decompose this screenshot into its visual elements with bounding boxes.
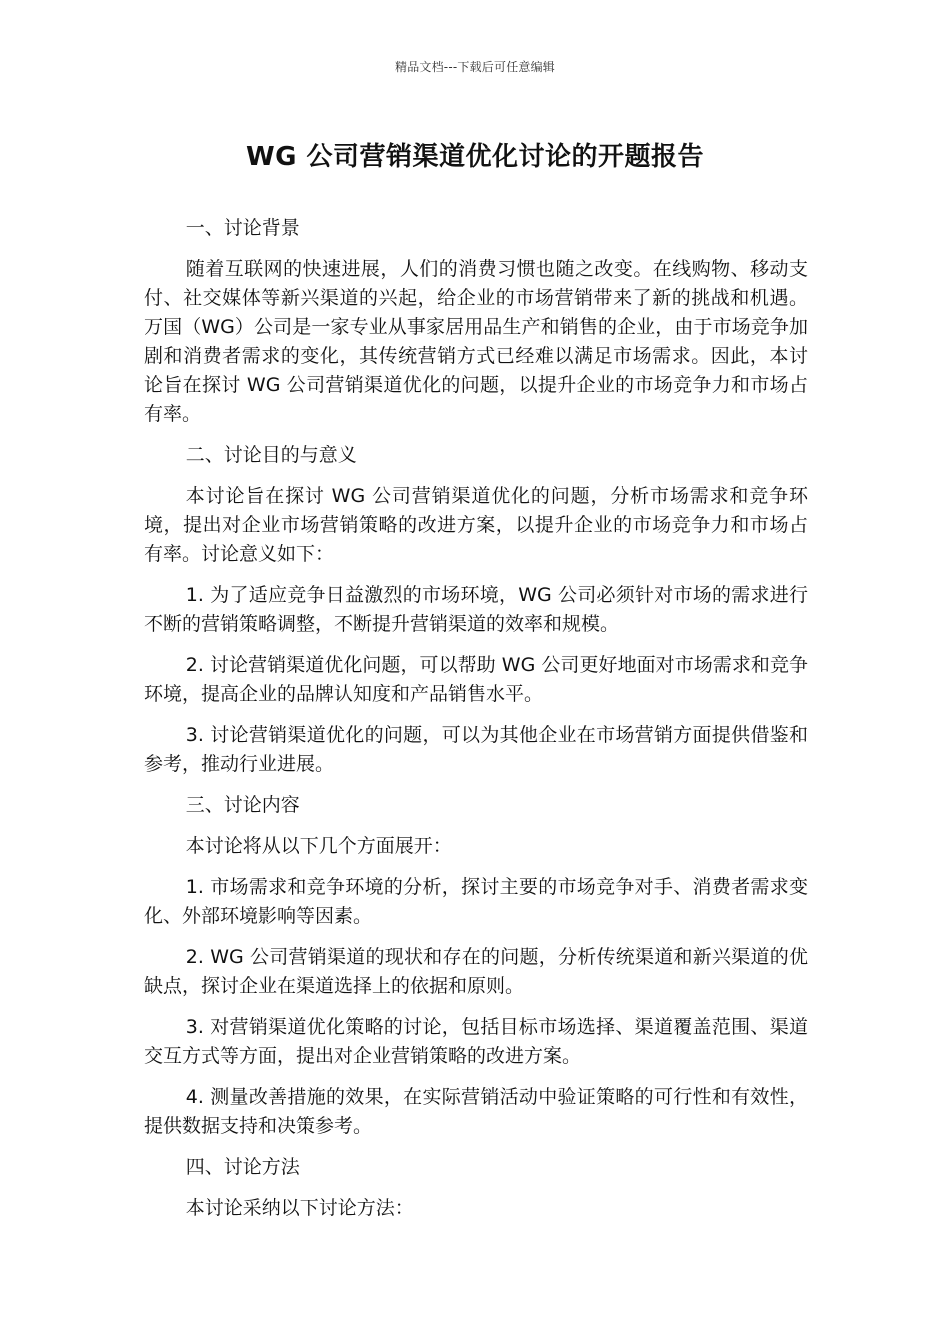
list-item-content-2: 2. WG 公司营销渠道的现状和存在的问题，分析传统渠道和新兴渠道的优缺点，探讨企业在渠道选择上的依据和原则。 [144,946,808,997]
section-heading-content: 三、讨论内容 [185,794,300,816]
list-item-content-3: 3. 对营销渠道优化策略的讨论，包括目标市场选择、渠道覆盖范围、渠道交互方式等方面，提出对企业营销策略的改进方案。 [144,1016,808,1067]
list-item-significance-1: 1. 为了适应竞争日益激烈的市场环境，WG 公司必须针对市场的需求进行不断的营销策略调整，不断提升营销渠道的效率和规模。 [144,584,808,635]
list-item-significance-3: 3. 讨论营销渠道优化的问题，可以为其他企业在市场营销方面提供借鉴和参考，推动行业进展。 [144,724,808,775]
document-body [144,214,808,1235]
paragraph-purpose: 本讨论旨在探讨 WG 公司营销渠道优化的问题，分析市场需求和竞争环境，提出对企业市场营销策略的改进方案，以提升企业的市场竞争力和市场占有率。讨论意义如下： [144,485,808,565]
list-item-significance-2: 2. 讨论营销渠道优化问题，可以帮助 WG 公司更好地面对市场需求和竞争环境，提高企业的品牌认知度和产品销售水平。 [144,654,808,705]
header-note: 精品文档---下载后可任意编辑 [395,60,555,74]
paragraph-content-intro: 本讨论将从以下几个方面展开： [185,835,452,857]
section-heading-purpose: 二、讨论目的与意义 [185,444,357,466]
section-heading-background: 一、讨论背景 [185,217,300,239]
section-heading-method: 四、讨论方法 [185,1156,300,1178]
paragraph-method-intro: 本讨论采纳以下讨论方法： [185,1197,414,1219]
document-title: WG 公司营销渠道优化讨论的开题报告 [245,142,705,172]
list-item-content-4: 4. 测量改善措施的效果，在实际营销活动中验证策略的可行性和有效性，提供数据支持和决策参考。 [144,1086,808,1137]
paragraph-background: 随着互联网的快速进展，人们的消费习惯也随之改变。在线购物、移动支付、社交媒体等新兴渠道的兴起，给企业的市场营销带来了新的挑战和机遇。万国（WG）公司是一家专业从事家居用品生产和销售的企业，由于市场竞争加剧和消费者需求的变化，其传统营销方式已经难以满足市场需求。因此，本讨论旨在探讨 WG 公司营销渠道优化的问题，以提升企业的市场竞争力和市场占有率。 [144,258,808,425]
list-item-content-1: 1. 市场需求和竞争环境的分析，探讨主要的市场竞争对手、消费者需求变化、外部环境影响等因素。 [144,876,808,927]
